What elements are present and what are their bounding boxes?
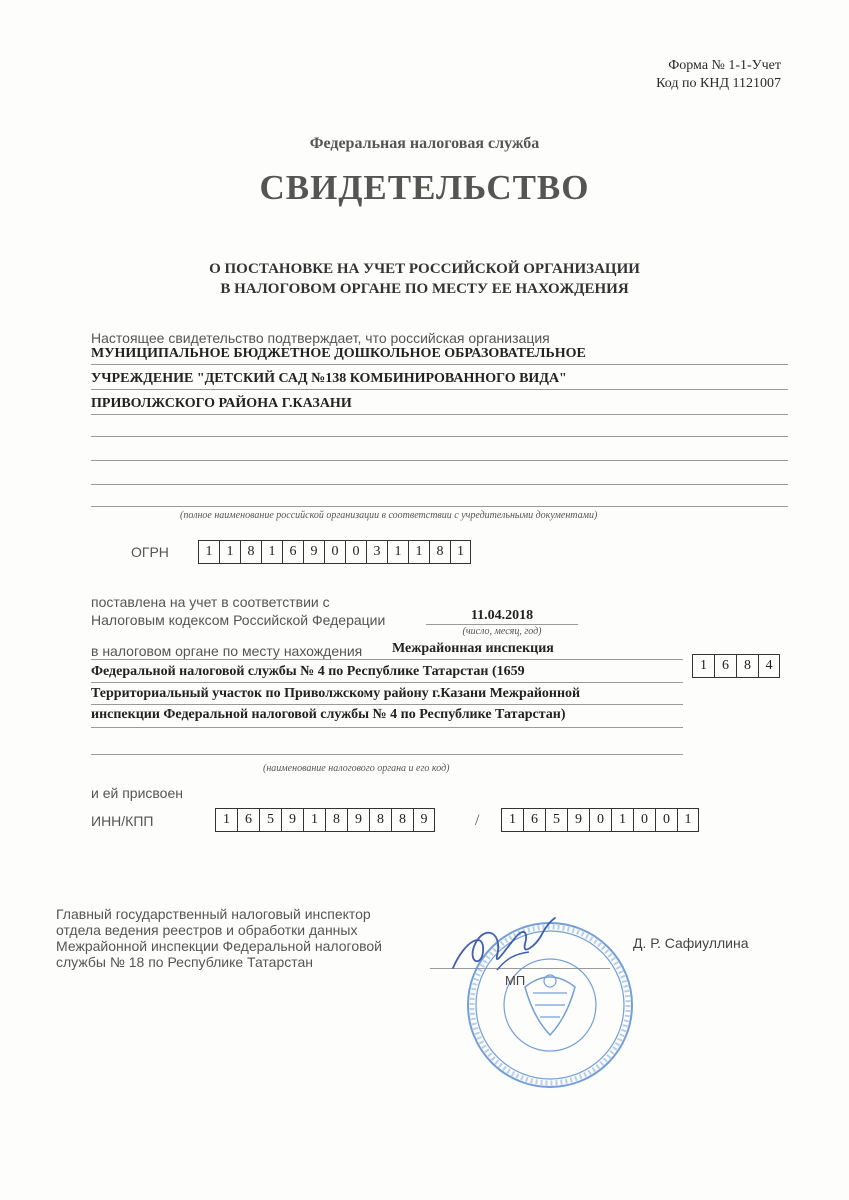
ogrn-digit: 0: [345, 540, 366, 564]
tax-authority-hint: (наименование налогового органа и его код): [263, 763, 450, 774]
inn-digit: 6: [237, 808, 259, 832]
signatory-name: Д. Р. Сафиуллина: [633, 935, 749, 951]
rule: [91, 389, 788, 390]
ogrn-digit: 0: [324, 540, 345, 564]
ogrn-digit: 9: [303, 540, 324, 564]
kpp-digit: 1: [611, 808, 633, 832]
tax-authority-prefix: в налоговом органе по месту нахождения: [91, 643, 363, 659]
kpp-digit: 5: [545, 808, 567, 832]
stamp-mark: МП: [505, 973, 526, 988]
kpp-cells: [501, 808, 699, 832]
ogrn-digit: 1: [198, 540, 219, 564]
signature-icon: [445, 910, 565, 980]
inn-digit: 8: [391, 808, 413, 832]
code-digit: 8: [736, 654, 758, 678]
tax-authority-line: Межрайонная инспекция: [392, 641, 554, 656]
rule: [91, 727, 683, 728]
ogrn-digit: 1: [408, 540, 429, 564]
tax-authority-line: инспекции Федеральной налоговой службы № 4 по Республике Татарстан): [91, 707, 566, 722]
inn-digit: 1: [303, 808, 325, 832]
inn-digit: 8: [369, 808, 391, 832]
inn-digit: 9: [413, 808, 435, 832]
ogrn-digit: 3: [366, 540, 387, 564]
ogrn-digit: 1: [387, 540, 408, 564]
kpp-digit: 9: [567, 808, 589, 832]
rule: [91, 460, 788, 461]
kpp-digit: 0: [633, 808, 655, 832]
rule: [91, 754, 683, 755]
form-number: Форма № 1-1-Учет: [668, 58, 781, 73]
tax-authority-line: Федеральной налоговой службы № 4 по Республике Татарстан (1659: [91, 664, 525, 679]
registration-line: Налоговым кодексом Российской Федерации: [91, 612, 386, 628]
kpp-digit: 6: [523, 808, 545, 832]
rule: [91, 659, 683, 660]
intro-text: Настоящее свидетельство подтверждает, что российская организация: [91, 330, 550, 346]
code-digit: 4: [758, 654, 780, 678]
inn-digit: 9: [347, 808, 369, 832]
ogrn-digit: 1: [261, 540, 282, 564]
inn-kpp-label: ИНН/КПП: [91, 813, 154, 829]
service-name: Федеральная налоговая служба: [309, 135, 540, 152]
assigned-label: и ей присвоен: [91, 785, 183, 801]
form-header: [656, 57, 781, 93]
position-line: отдела ведения реестров и обработки данных: [56, 922, 358, 938]
rule: [91, 414, 788, 415]
inn-kpp-separator: /: [475, 812, 480, 829]
knd-code: Код по КНД 1121007: [656, 76, 781, 91]
code-digit: 6: [714, 654, 736, 678]
inn-digit: 9: [281, 808, 303, 832]
rule: [91, 364, 788, 365]
position-line: Межрайонной инспекции Федеральной налоговой: [56, 938, 382, 954]
inn-digit: 5: [259, 808, 281, 832]
subtitle-line: О ПОСТАНОВКЕ НА УЧЕТ РОССИЙСКОЙ ОРГАНИЗАЦИИ: [209, 261, 640, 277]
rule: [91, 436, 788, 437]
inn-digit: 1: [215, 808, 237, 832]
ogrn-cells: [198, 540, 471, 564]
inn-cells: [215, 808, 435, 832]
org-name-hint: (полное наименование российской организации в соответствии с учредительными документами): [180, 510, 598, 521]
ogrn-digit: 1: [450, 540, 471, 564]
ogrn-digit: 8: [240, 540, 261, 564]
rule: [91, 506, 788, 507]
org-name-line: ПРИВОЛЖСКОГО РАЙОНА Г.КАЗАНИ: [91, 396, 352, 411]
position-line: Главный государственный налоговый инспектор: [56, 906, 371, 922]
ogrn-digit: 8: [429, 540, 450, 564]
tax-authority-line: Территориальный участок по Приволжскому району г.Казани Межрайонной: [91, 686, 581, 701]
signatory-position: [56, 906, 382, 970]
registration-line: поставлена на учет в соответствии с: [91, 594, 330, 610]
inn-digit: 8: [325, 808, 347, 832]
rule: [91, 484, 788, 485]
rule: [426, 624, 578, 625]
position-line: службы № 18 по Республике Татарстан: [56, 954, 314, 970]
date-hint: (число, месяц, год): [462, 626, 542, 637]
kpp-digit: 0: [589, 808, 611, 832]
rule: [91, 704, 683, 705]
kpp-digit: 1: [501, 808, 523, 832]
document-title: СВИДЕТЕЛЬСТВО: [259, 168, 590, 207]
rule: [91, 682, 683, 683]
org-name-line: МУНИЦИПАЛЬНОЕ БЮДЖЕТНОЕ ДОШКОЛЬНОЕ ОБРАЗОВАТЕЛЬНОЕ: [91, 346, 586, 361]
ogrn-label: ОГРН: [131, 544, 169, 560]
org-name-line: УЧРЕЖДЕНИЕ "ДЕТСКИЙ САД №138 КОМБИНИРОВАННОГО ВИДА": [91, 371, 567, 386]
registration-date: 11.04.2018: [470, 608, 534, 623]
tax-authority-code-cells: [692, 654, 780, 678]
code-digit: 1: [692, 654, 714, 678]
subtitle-line: В НАЛОГОВОМ ОРГАНЕ ПО МЕСТУ ЕЕ НАХОЖДЕНИЯ: [220, 281, 629, 297]
ogrn-digit: 1: [219, 540, 240, 564]
kpp-digit: 1: [677, 808, 699, 832]
ogrn-digit: 6: [282, 540, 303, 564]
document-subtitle: [0, 259, 849, 299]
kpp-digit: 0: [655, 808, 677, 832]
